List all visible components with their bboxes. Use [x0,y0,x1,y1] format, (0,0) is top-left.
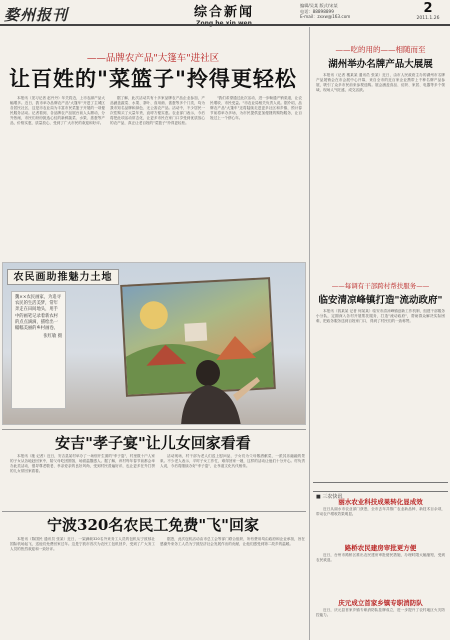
lead-kicker: ——品牌农产品"大篷车"进社区 [86,53,220,64]
lead-col-3-text: "我们希望通过此次活动，进一步畅通产销渠道，让农民增收、市民受益。"市农业局相关负责人说。据介绍，品牌农产品"大篷车"还将陆续走进更多社区和乡镇，预计春节前将举办多场，为市民提供更加便捷的购物服务，让百姓过上一个舒心年。 [210,96,302,120]
story2-col-1 [10,454,155,508]
lead-col-1 [10,96,105,254]
story2-top-rule [2,429,306,430]
brief3-body [316,608,445,638]
masthead-logo: 婺州报刊 [4,6,69,24]
issue-date: 2011.1.26 [416,16,440,21]
section-title: 综合新闻 [193,5,254,20]
photo-banner-text: 农民画助推魅力土地 [13,272,113,283]
story2-text-1: 本报讯（施 记者）近日，安吉县某村举办了一场别开生面的"孝子宴"，村里数十户人家的子女从各地赶回家中，陪父母吃团圆饭，场面温馨感人。据了解，该村每年春节前都会举办此类活动，倡导尊老敬老、孝亲爱亲的良好风尚，受到村民普遍好评，也让更多在外打拼的儿女常回家看看。 [10,454,155,473]
brief1-title: 丽水农业科技成果转化显成效 [338,498,423,506]
brief-header-text: ■ 三农快讯 [316,494,343,500]
email-line: E-mail：zxxw@163.com [300,14,351,20]
right-column-rule [309,27,310,640]
lead-col-3 [210,96,302,254]
right-headline: 湖州举办名牌产品大展展 [328,59,433,70]
section-title-box [168,1,280,23]
right-sub-body [316,309,445,474]
photo-block [2,262,306,425]
photo-banner [7,269,119,285]
brief2-body-text: 近日，台州市路桥区推出农民建房审批便民措施，办理时限大幅缩短，受到农民欢迎。 [316,553,445,562]
story2-col-2 [160,454,305,508]
brief3-title: 庆元成立首家乡镇专职消防队 [338,599,423,607]
right-body [316,73,445,273]
story3-col-1 [10,537,155,637]
brief3-body-text: 近日，庆元县首家乡镇专职消防队挂牌成立，进一步提升了农村地区火灾防控能力。 [316,608,445,617]
brief1-body-text: 近日从丽水市农业部门获悉，全市去年共推广农业新品种、新技术百余项，带动农户增收效果明显。 [316,507,445,516]
lead-col-2 [110,96,205,254]
masthead-info [300,3,400,20]
story2-headline: 安吉"孝子宴"让儿女回家看看 [55,434,251,452]
brief2-title: 路桥农民建房审批更方便 [344,544,417,552]
lead-col-1-text: 本报讯（见习记者 赵丹丹）年关将近，上市农副产品大幅增多。近日，我市举办品牌农产品"大篷车"开进了主城区各居民社区，这是市农业局为丰富市民菜篮子开展的一项便民服务活动。记者看到，各品牌农产品展台前人头攒动，分外热闹，市民们纷纷挑选心仪的新鲜蔬菜、水果、禽蛋等产品，价格实惠，质量放心，受到了广大市民的欢迎和好评。 [10,96,105,125]
right-sub-body-text: 本报讯（钱某某 记者 何某某）临安市清凉峰镇创新工作机制，组建干部服务小分队，定期深入各村开展帮扶服务，打造"流动政府"，帮助群众解决实际困难，把政务服务送到百姓家门口，得到了村民们的一致称赞。 [316,309,445,323]
page-number: 2 [423,1,433,16]
photo-credit: 张红敏 摄 [43,334,62,340]
painter-silhouette [153,355,263,425]
story3-text-2: 据悉，此次包机活动由市总工会等部门联合组织，所有费用均由政府和企业承担，旨在感谢外来务工人员为宁波经济社会发展作出的贡献，让他们感受到第二故乡的温暖。 [160,537,305,546]
brief-header [313,482,448,500]
painter-figure [153,355,263,425]
right-column [313,27,448,640]
story3-col-2 [160,537,305,637]
tel-line: 电话：88898899 [300,8,334,14]
right-sub-headline: 临安清凉峰镇打造"流动政府" [318,295,443,306]
right-kicker: ——吃的用的——相随而至 [335,45,426,54]
lead-col-2-text: 据了解，此次活动共有十多家品牌农产品企业参加，产品涵盖蔬菜、水果、茶叶、食用菌、禽蛋等多个门类，均为我市知名品牌和绿色、无公害农产品。活动中，不少居民一次性购买了大量年货，直呼方便实惠。农业部门表示，今后将把此项活动常态化，让更多市民在家门口享受到优质放心的农产品，真正让老百姓的"菜篮子"拎得更轻松。 [110,96,205,125]
story3-top-rule [2,511,306,512]
right-sub-kicker: ——每调有干部跨村帮扶服务—— [331,282,430,290]
brief1-body [316,507,445,539]
story3-headline: 宁波320名农民工免费"飞"回家 [47,516,259,534]
masthead [0,0,450,24]
editor-line: 编辑/吴某 版式/宋某 [300,3,338,8]
lead-story [0,26,306,266]
right-body-text: 本报讯（记者 楼某某 通讯员 张某）近日，由市人民政府主办的湖州市名牌产品展销会在市会展中心开幕，来自全市的近百家企业携带上千种名牌产品参展，吸引了众多市民前来参观选购。展会涵盖食品、纺织、家居、电器等多个领域，现场人气旺盛，成交活跃。 [316,73,445,92]
story3-text-1: 本报讯（陈国民 通讯员 张某）近日，一架满载320名外来务工人员的包机从宁波栎社国际机场起飞，送他们免费回家过年。这是宁波市首次为农民工包机回乡，受到了广大务工人员的热烈欢迎和一致好评。 [10,537,155,551]
lead-headline: 让百姓的"菜篮子"拎得更轻松 [9,66,297,91]
story2-text-2: 活动现场，村干部为老人们送上慰问品，子女们为父母敬酒献菜，一派其乐融融的景象。不少老人表示，平时子女工作忙，难得回家一趟，这样的活动让他们十分开心。村负责人说，今后将继续办好"孝子宴"，让孝道文化代代相传。 [160,454,305,468]
page-number-box [408,1,448,21]
photo-caption-box [11,291,66,409]
brief2-body [316,553,445,593]
photo-caption: 魏××农民画家，为追寻农民的生活美梦，常年奔走在田间地头，用手中的画笔记录着新农村的点点滴滴，描绘出一幅幅美丽的乡村画卷。 [15,295,61,332]
